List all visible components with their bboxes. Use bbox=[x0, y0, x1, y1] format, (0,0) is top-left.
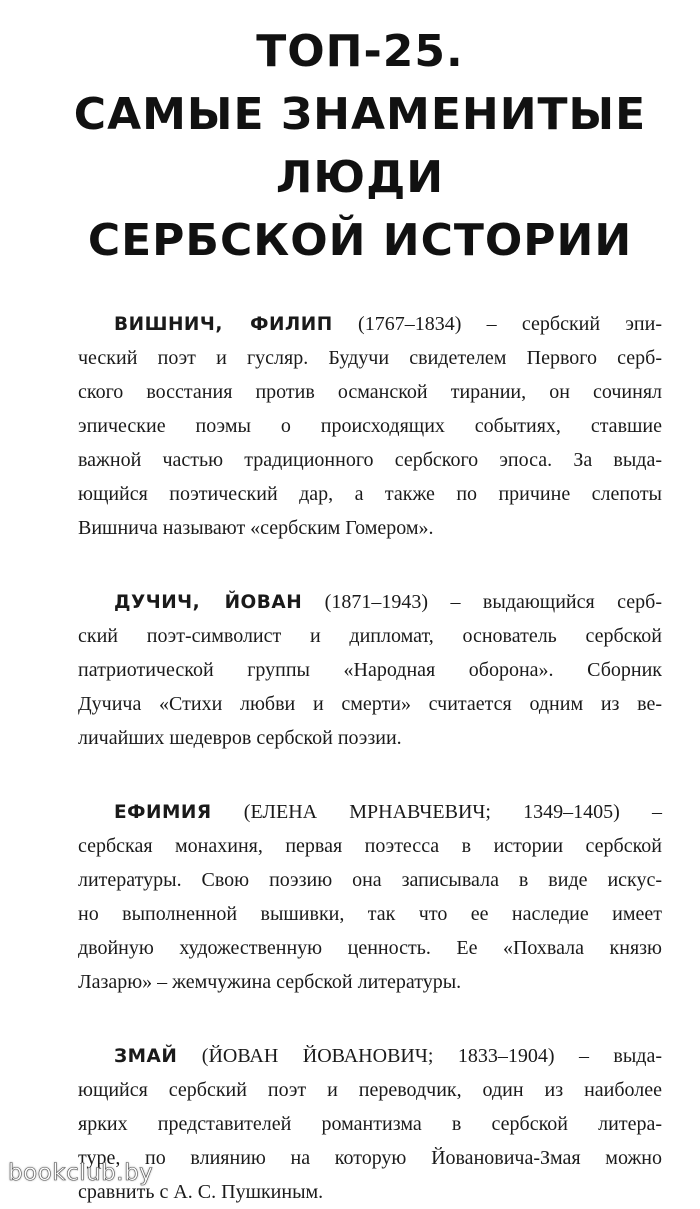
entry-line: туре, по влиянию на которую Йовановича-Змая можно bbox=[78, 1147, 662, 1169]
entry-line: ского восстания против османской тирании, он сочинял bbox=[78, 381, 662, 403]
entry-line: ющийся сербский поэт и переводчик, один из наиболее bbox=[78, 1079, 662, 1101]
title-line-2: САМЫЕ ЗНАМЕНИТЫЕ bbox=[73, 89, 647, 140]
entry-zmaj bbox=[78, 1039, 662, 1209]
entry-line: ДУЧИЧ, ЙОВАН (1871–1943) – выдающийся серб- bbox=[114, 591, 662, 613]
entry-line: ЕФИМИЯ (ЕЛЕНА МРНАВЧЕВИЧ; 1349–1405) – bbox=[114, 801, 662, 823]
entry-line: сербская монахиня, первая поэтесса в истории сербской bbox=[78, 835, 662, 857]
entry-name: ДУЧИЧ, ЙОВАН bbox=[114, 592, 303, 613]
entry-vishnich bbox=[78, 307, 662, 545]
entry-name: ЕФИМИЯ bbox=[114, 802, 212, 823]
entry-line: ВИШНИЧ, ФИЛИП (1767–1834) – сербский эпи- bbox=[114, 313, 662, 335]
entry-line: литературы. Свою поэзию она записывала в виде искус- bbox=[78, 869, 662, 891]
entry-line: патриотической группы «Народная оборона». Сборник bbox=[78, 659, 662, 681]
entry-duchich bbox=[78, 585, 662, 755]
title-line-1: ТОП-25. bbox=[256, 26, 464, 77]
entry-line: сравнить с А. С. Пушкиным. bbox=[78, 1181, 324, 1203]
entry-line: ярких представителей романтизма в сербской литера- bbox=[78, 1113, 662, 1135]
entry-line: важной частью традиционного сербского эпоса. За выда- bbox=[78, 449, 662, 471]
page-title bbox=[60, 20, 660, 272]
entry-efimiya bbox=[78, 795, 662, 999]
entry-line: но выполненной вышивки, так что ее наследие имеет bbox=[78, 903, 662, 925]
entry-line: Дучича «Стихи любви и смерти» считается одним из ве- bbox=[78, 693, 662, 715]
watermark: bookclub.by bbox=[8, 1160, 154, 1186]
entry-line: Вишнича называют «сербским Гомером». bbox=[78, 517, 434, 539]
entries-list bbox=[78, 307, 662, 1209]
entry-line: личайших шедевров сербской поэзии. bbox=[78, 727, 402, 749]
entry-line: двойную художественную ценность. Ее «Похвала князю bbox=[78, 937, 662, 959]
entry-line: ЗМАЙ (ЙОВАН ЙОВАНОВИЧ; 1833–1904) – выда- bbox=[114, 1045, 662, 1067]
entry-line: Лазарю» – жемчужина сербской литературы. bbox=[78, 971, 462, 993]
entry-line: ющийся поэтический дар, а также по причине слепоты bbox=[78, 483, 662, 505]
entry-name: ЗМАЙ bbox=[114, 1046, 178, 1067]
entry-name: ВИШНИЧ, ФИЛИП bbox=[114, 314, 333, 335]
entry-line: эпические поэмы о происходящих событиях, ставшие bbox=[78, 415, 662, 437]
title-line-4: СЕРБСКОЙ ИСТОРИИ bbox=[87, 215, 633, 266]
title-line-3: ЛЮДИ bbox=[275, 152, 445, 203]
entry-line: ческий поэт и гусляр. Будучи свидетелем Первого серб- bbox=[78, 347, 662, 369]
entry-line: ский поэт-символист и дипломат, основатель сербской bbox=[78, 625, 662, 647]
